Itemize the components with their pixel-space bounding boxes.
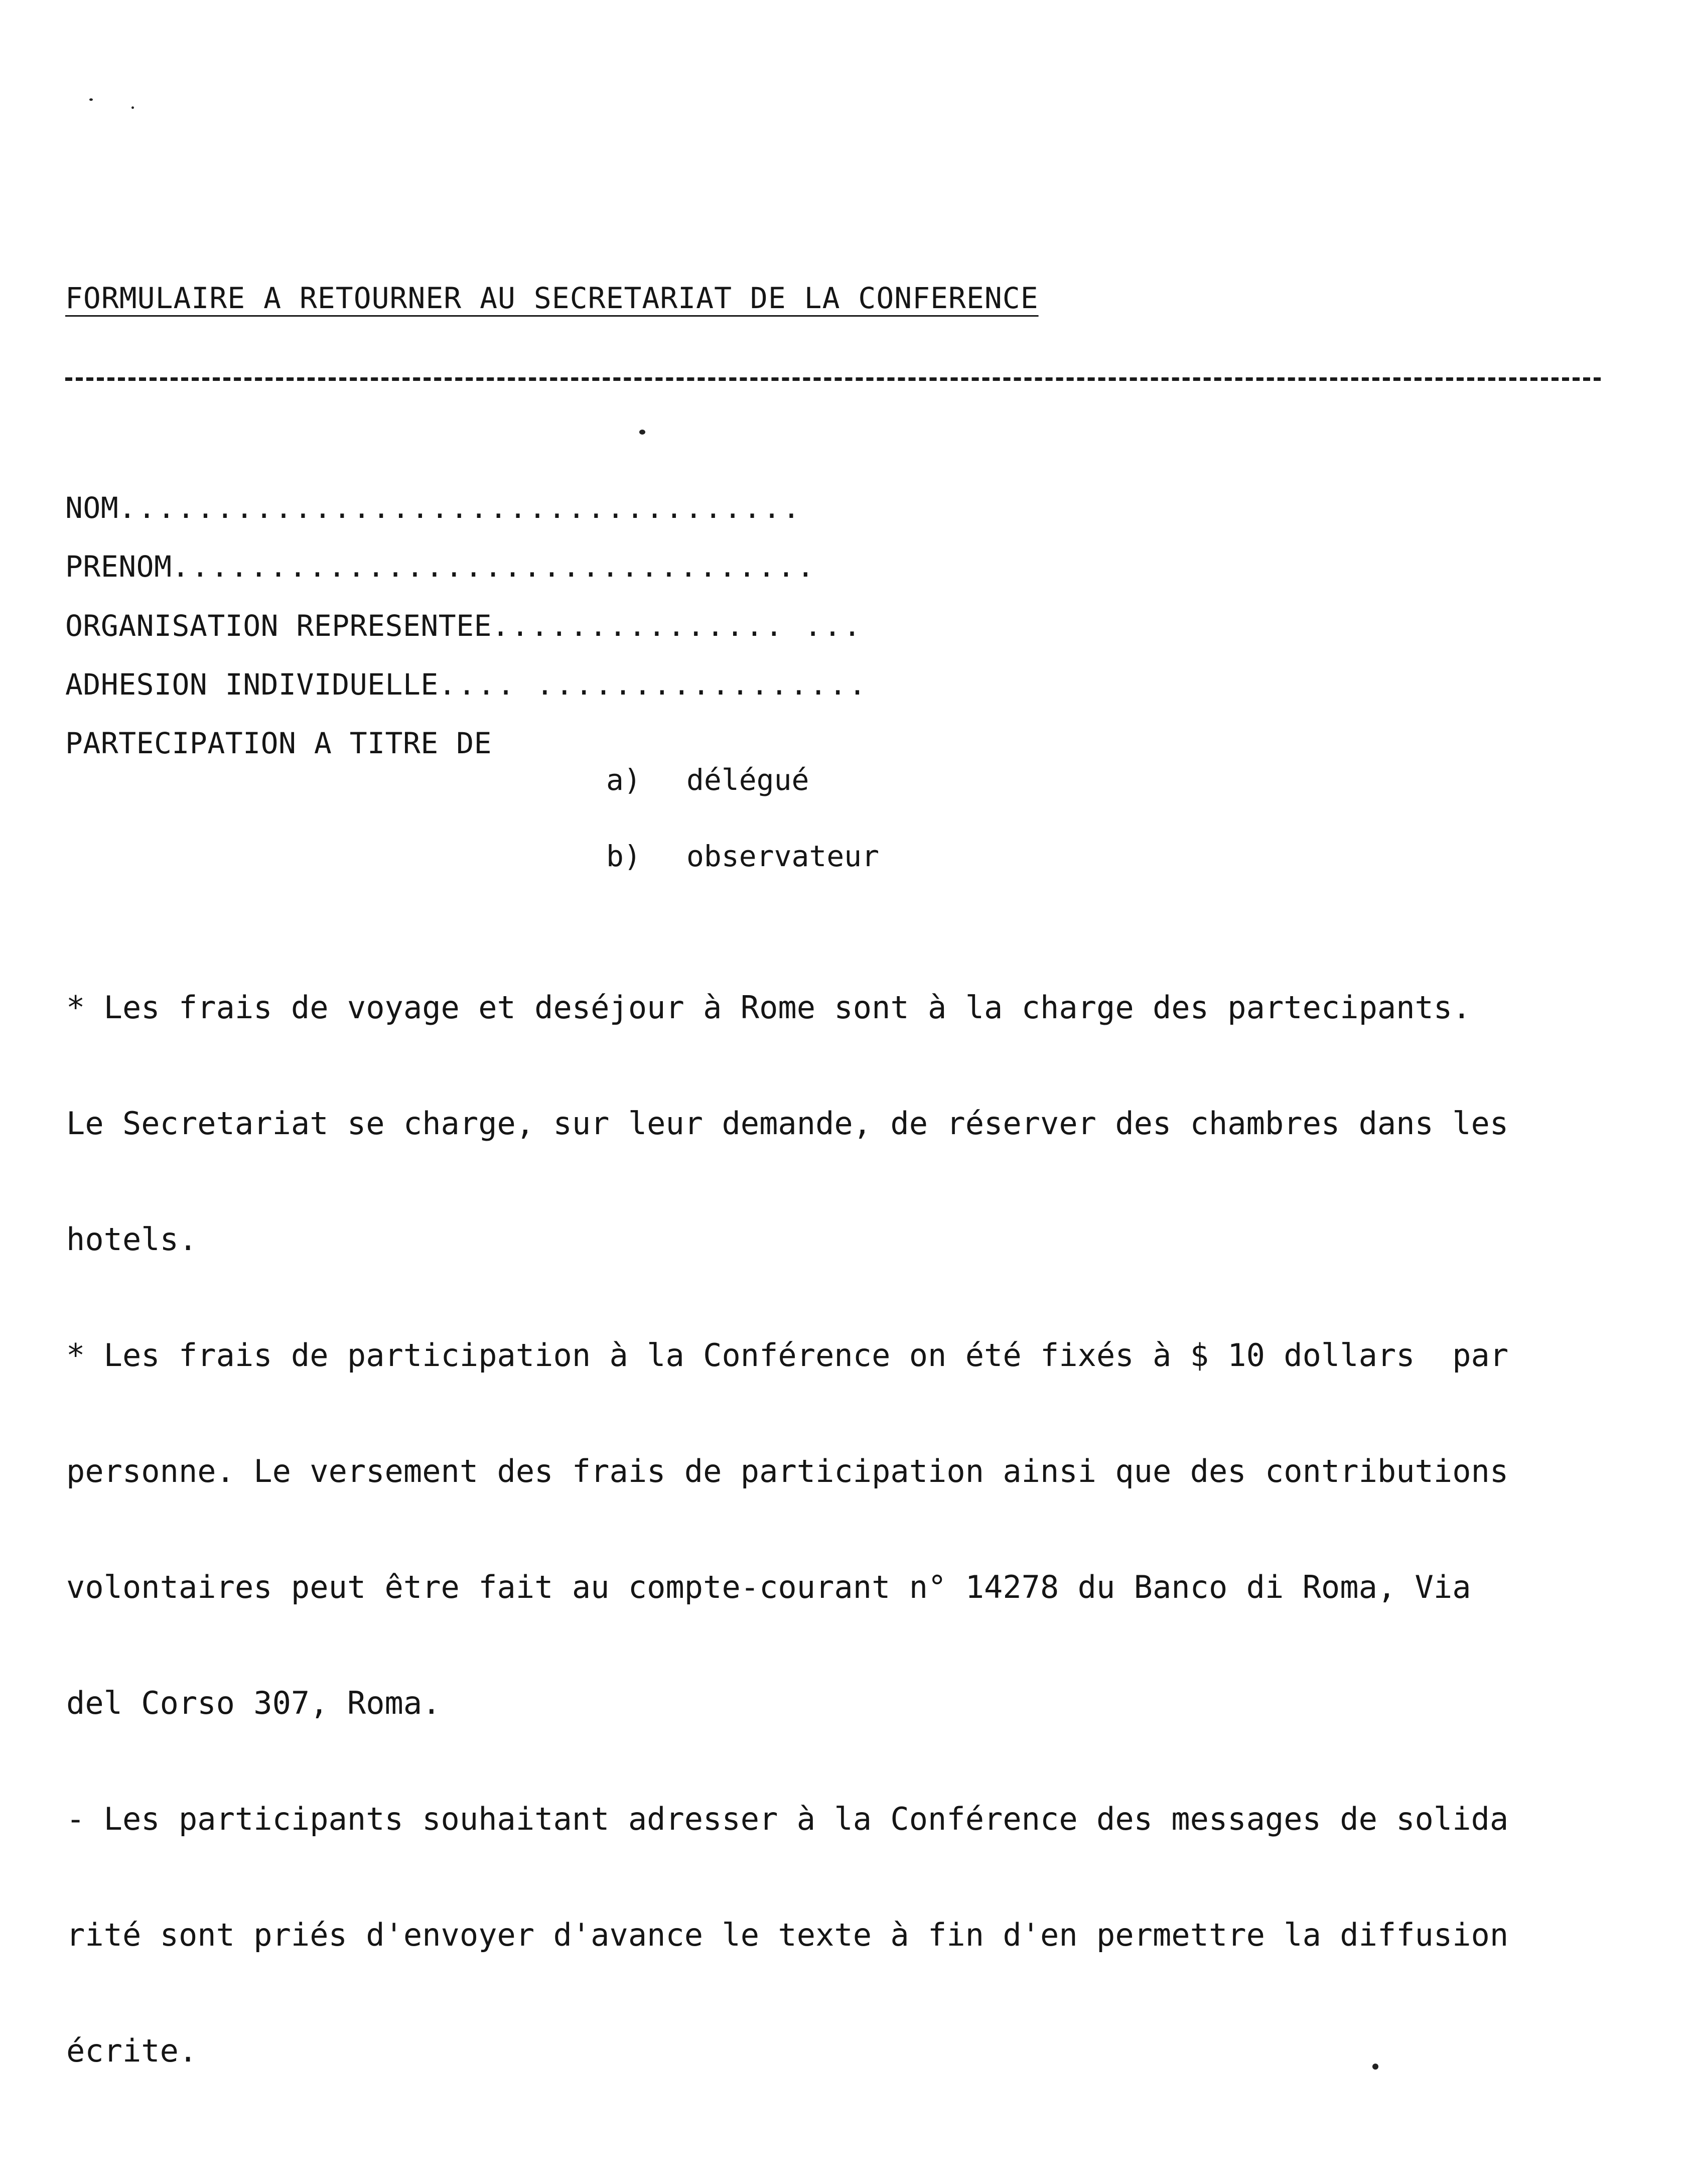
scan-speck (89, 98, 93, 101)
notes-line: - Les participants souhaitant adresser à la Conférence des messages de solida (66, 1801, 1509, 1837)
field-prenom[interactable] (65, 550, 816, 584)
field-fill-line: ................................. (172, 550, 816, 584)
notes-block (66, 911, 1612, 2147)
option-text: observateur (686, 839, 880, 873)
option-text: délégué (686, 763, 809, 797)
option-observateur[interactable] (606, 839, 879, 873)
field-label: ORGANISATION REPRESENTEE (65, 609, 492, 643)
option-delegue[interactable] (606, 763, 809, 797)
notes-line: écrite. (66, 2032, 198, 2069)
field-fill-line: ............... ... (492, 609, 863, 643)
option-letter: a) (606, 763, 641, 797)
notes-line: * Les frais de participation à la Conférence on été fixés à $ 10 dollars par (66, 1337, 1509, 1374)
form-title: FORMULAIRE A RETOURNER AU SECRETARIAT DE LA CONFERENCE (65, 281, 1039, 315)
notes-line: Le Secretariat se charge, sur leur demande, de réserver des chambres dans les (66, 1105, 1509, 1142)
field-organisation[interactable] (65, 609, 863, 643)
field-fill-line: ................................... (118, 491, 802, 525)
scan-speck (639, 430, 645, 435)
notes-line: * Les frais de voyage et deséjour à Rome sont à la charge des partecipants. (66, 989, 1471, 1026)
participation-label: PARTECIPATION A TITRE DE (65, 726, 492, 760)
option-letter: b) (606, 839, 641, 873)
field-label: PRENOM (65, 550, 172, 584)
field-adhesion[interactable] (65, 667, 868, 702)
field-label: NOM (65, 491, 119, 525)
notes-line: del Corso 307, Roma. (66, 1685, 441, 1721)
field-label: ADHESION INDIVIDUELLE (65, 667, 439, 702)
field-fill-line: .... ................. (438, 667, 869, 702)
dashed-separator (65, 377, 1601, 381)
notes-line: personne. Le versement des frais de participation ainsi que des contributions (66, 1453, 1509, 1489)
notes-line: volontaires peut être fait au compte-courant n° 14278 du Banco di Roma, Via (66, 1569, 1471, 1605)
field-nom[interactable] (65, 491, 802, 525)
scan-speck (131, 106, 134, 109)
notes-line: hotels. (66, 1221, 198, 1258)
notes-line: rité sont priés d'envoyer d'avance le texte à fin d'en permettre la diffusion (66, 1917, 1509, 1953)
